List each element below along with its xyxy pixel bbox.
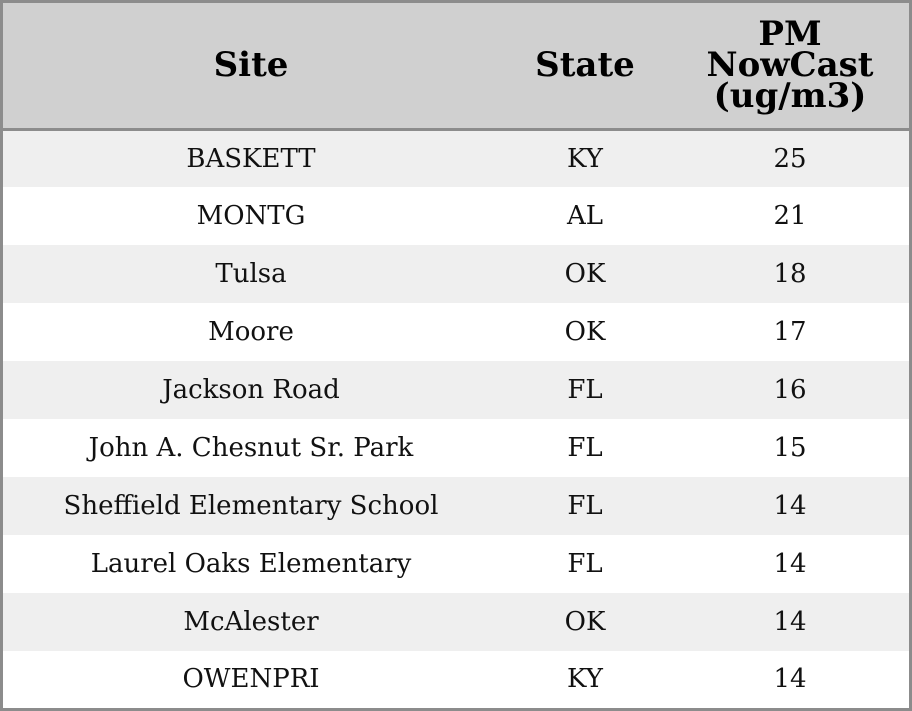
table-row	[3, 477, 909, 535]
site-cell: McAlester	[3, 593, 499, 651]
pm-value-cell: 21	[671, 187, 909, 245]
state-cell: FL	[499, 419, 671, 477]
table-row	[3, 245, 909, 303]
site-cell: MONTG	[3, 187, 499, 245]
state-cell: KY	[499, 651, 671, 707]
state-cell: AL	[499, 187, 671, 245]
header-state-label: State	[535, 45, 635, 85]
table-row	[3, 651, 909, 707]
header-site	[3, 3, 499, 130]
table-header	[3, 3, 909, 130]
table-row	[3, 419, 909, 477]
header-pm-nowcast	[671, 3, 909, 130]
table-row	[3, 130, 909, 188]
table-body	[3, 130, 909, 708]
state-cell: OK	[499, 245, 671, 303]
state-cell: OK	[499, 303, 671, 361]
site-cell: Sheffield Elementary School	[3, 477, 499, 535]
header-site-label: Site	[213, 45, 289, 85]
pm-value-cell: 18	[671, 245, 909, 303]
header-pm-line-2: NowCast	[706, 45, 874, 85]
header-state	[499, 3, 671, 130]
pm-value-cell: 16	[671, 361, 909, 419]
pm-nowcast-table	[3, 3, 909, 707]
table-row	[3, 535, 909, 593]
pm-value-cell: 14	[671, 593, 909, 651]
pm-value-cell: 25	[671, 130, 909, 188]
site-cell: Laurel Oaks Elementary	[3, 535, 499, 593]
state-cell: KY	[499, 130, 671, 188]
pm-value-cell: 14	[671, 535, 909, 593]
site-cell: John A. Chesnut Sr. Park	[3, 419, 499, 477]
site-cell: OWENPRI	[3, 651, 499, 707]
site-cell: Jackson Road	[3, 361, 499, 419]
state-cell: FL	[499, 361, 671, 419]
table-row	[3, 593, 909, 651]
table-row	[3, 187, 909, 245]
state-cell: FL	[499, 535, 671, 593]
table-row	[3, 303, 909, 361]
site-cell: Tulsa	[3, 245, 499, 303]
header-pm-line-3: (ug/m3)	[713, 76, 867, 116]
pm-value-cell: 14	[671, 651, 909, 707]
site-cell: BASKETT	[3, 130, 499, 188]
pm-value-cell: 15	[671, 419, 909, 477]
pm-value-cell: 17	[671, 303, 909, 361]
table-row	[3, 361, 909, 419]
state-cell: OK	[499, 593, 671, 651]
state-cell: FL	[499, 477, 671, 535]
header-row	[3, 3, 909, 130]
site-cell: Moore	[3, 303, 499, 361]
header-pm-line-1: PM	[758, 14, 822, 54]
pm-value-cell: 14	[671, 477, 909, 535]
